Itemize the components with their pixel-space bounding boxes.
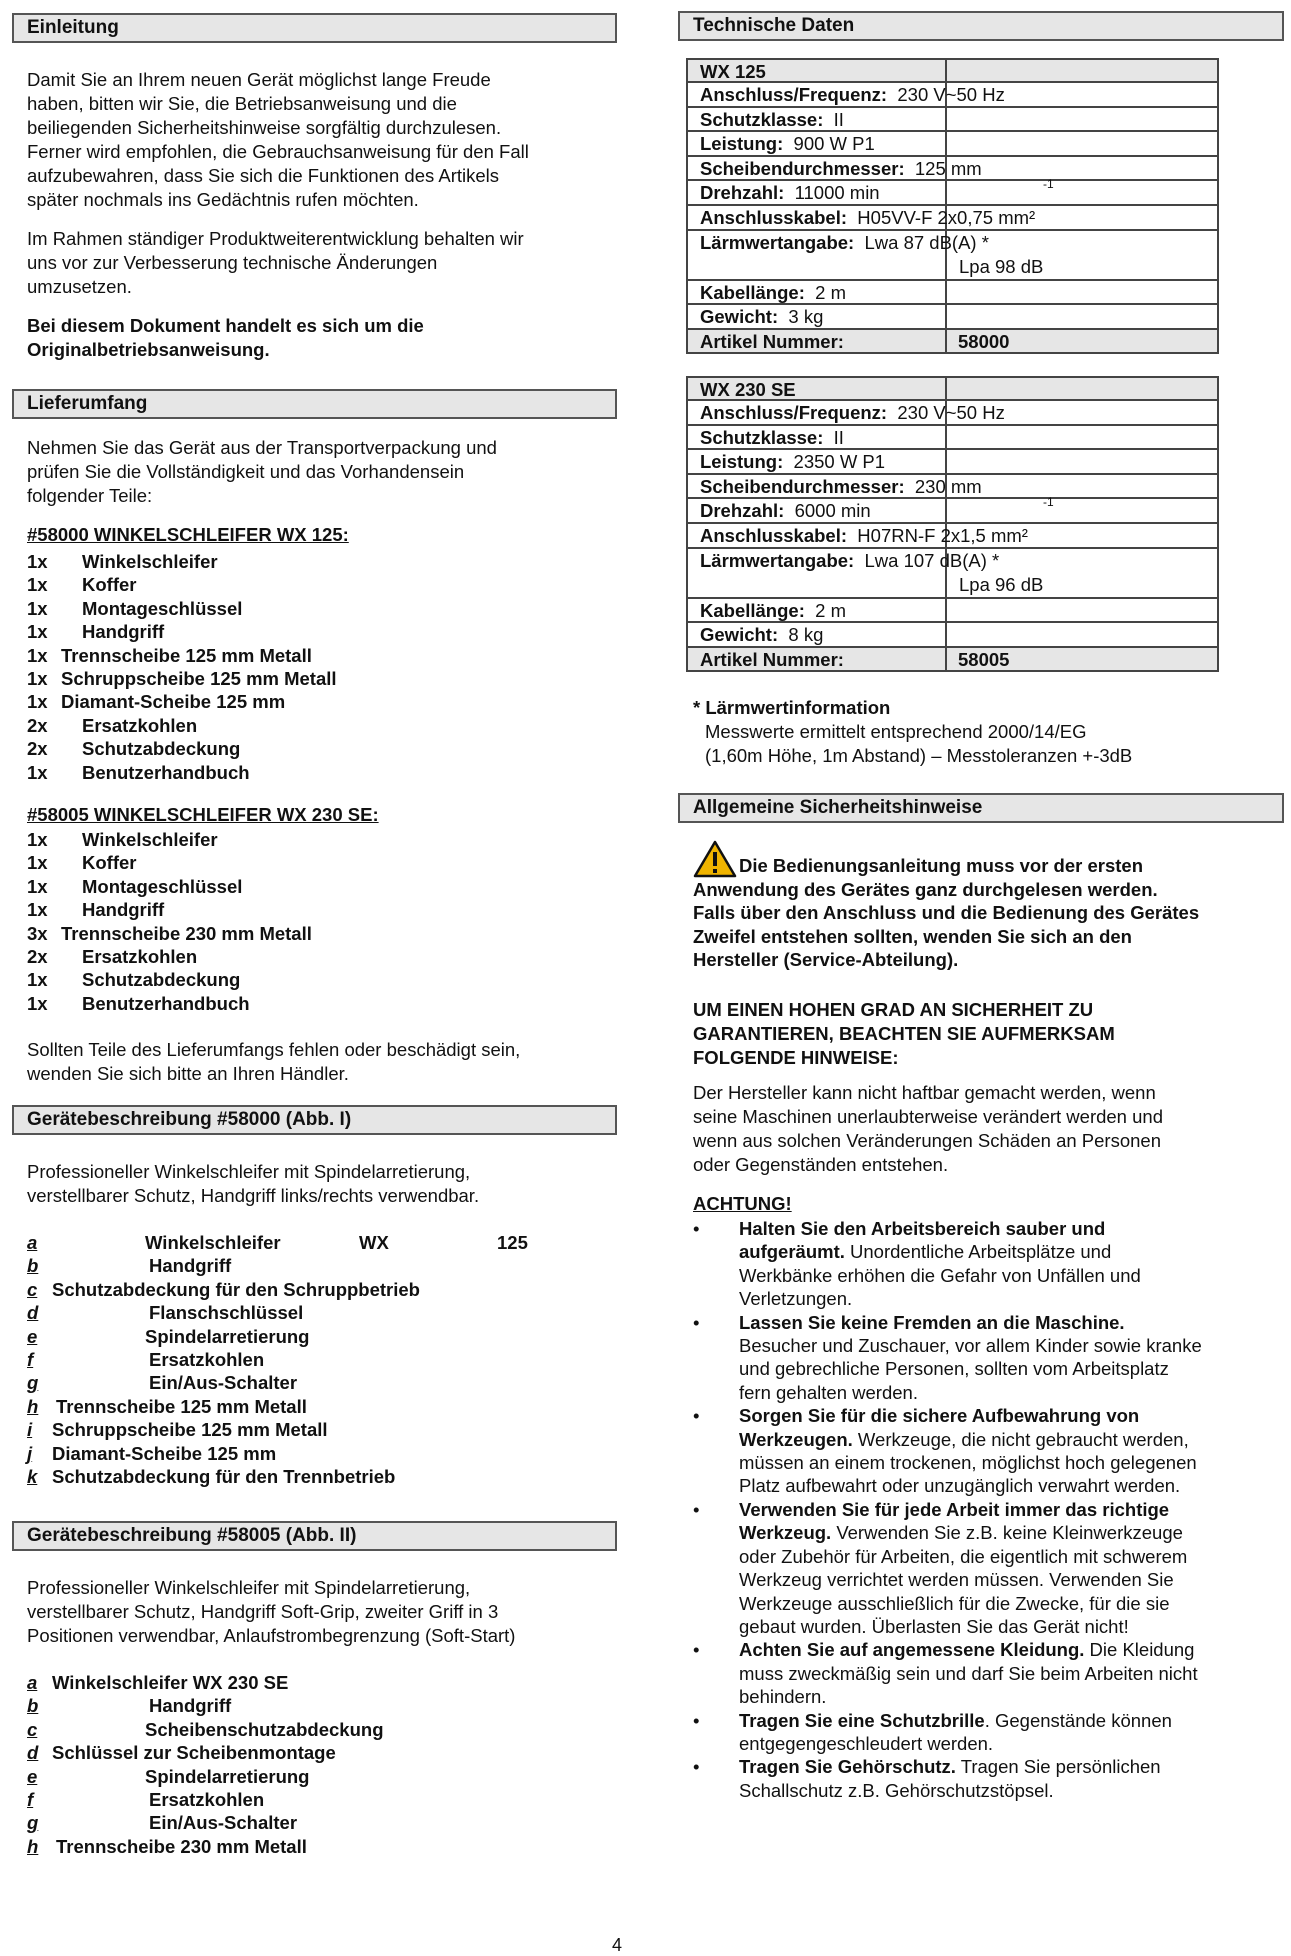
part-label: Spindelarretierung <box>145 1765 310 1787</box>
list-item <box>27 550 627 573</box>
bullet-line: entgegengeschleudert werden. <box>739 1732 994 1754</box>
model-name: WX 230 SE <box>700 379 796 400</box>
spec-label: Anschlusskabel: <box>700 524 848 546</box>
spec-value: II <box>823 426 844 448</box>
attention-label: ACHTUNG! <box>693 1193 792 1214</box>
part-item <box>27 1811 667 1834</box>
spec-label: Gewicht: <box>700 306 779 328</box>
text-line: Sollten Teile des Lieferumfangs fehlen oder beschädigt sein, <box>27 1039 521 1060</box>
liability-paragraph <box>693 1081 1283 1177</box>
spec-label: Kabellänge: <box>700 599 805 621</box>
part-item <box>27 1788 667 1811</box>
table-row <box>686 206 1219 231</box>
section-heading-description-58005: Gerätebeschreibung #58005 (Abb. II) <box>12 1521 617 1551</box>
spec-label: Kabellänge: <box>700 281 805 303</box>
part-label-extra: WX <box>359 1232 389 1253</box>
bullet-item <box>693 1498 1283 1638</box>
text-line: wenn aus solchen Veränderungen Schäden an Personen <box>693 1130 1161 1151</box>
table-row <box>686 83 1219 108</box>
spec-value: H05VV-F 2x0,75 mm² <box>847 206 1036 228</box>
noise-info-title: * Lärmwertinformation <box>693 697 891 718</box>
part-label: Trennscheibe 125 mm Metall <box>56 1395 307 1417</box>
list-item-name: Winkelschleifer <box>82 829 218 850</box>
bullet-line: Besucher und Zuschauer, vor allem Kinder sowie kranke <box>739 1335 1202 1357</box>
list-item-qty: 1x <box>27 551 48 572</box>
model-name: WX 125 <box>700 61 766 82</box>
table-row <box>686 450 1219 475</box>
table-row <box>686 495 1219 524</box>
spec-value: 230 V~50 Hz <box>887 402 1005 423</box>
spec-value: 230 V~50 Hz <box>887 84 1005 105</box>
bullet-line: Lassen Sie keine Fremden an die Maschine. <box>739 1311 1125 1333</box>
bullet-line: Werkzeugen. Werkzeuge, die nicht gebraucht werden, <box>739 1428 1189 1450</box>
part-letter: d <box>27 1742 39 1764</box>
bullet-line: Werkzeug. Verwenden Sie z.B. keine Kleinwerkzeuge <box>739 1522 1183 1544</box>
bullet-item <box>693 1404 1283 1498</box>
part-label: Trennscheibe 230 mm Metall <box>56 1835 307 1857</box>
list-item <box>27 667 627 690</box>
table-row <box>686 330 1219 355</box>
bullet-item <box>693 1638 1283 1708</box>
text-line: Originalbetriebsanweisung. <box>27 339 270 360</box>
text-line: wenden Sie sich bitte an Ihren Händler. <box>27 1063 349 1084</box>
safety-caps-notice <box>693 998 1283 1070</box>
list-item-qty: 1x <box>27 597 48 619</box>
part-item <box>27 1442 667 1465</box>
list-item-name: Schutzabdeckung <box>82 969 241 991</box>
spec-label: Scheibendurchmesser: <box>700 157 905 179</box>
text-line: beiliegenden Sicherheitshinweise sorgfältig durchzulesen. <box>27 117 502 138</box>
description-58000-paragraph <box>27 1160 617 1208</box>
list-item-qty: 1x <box>27 829 48 850</box>
part-label: Scheibenschutzabdeckung <box>145 1718 384 1740</box>
list-item-qty: 1x <box>27 644 48 666</box>
table-row <box>686 623 1219 648</box>
list-item <box>27 714 627 737</box>
part-item <box>27 1718 667 1741</box>
bullet-icon: • <box>693 1756 700 1778</box>
part-label: Spindelarretierung <box>145 1325 310 1347</box>
part-letter: d <box>27 1302 39 1324</box>
section-heading-description-58000: Gerätebeschreibung #58000 (Abb. I) <box>12 1105 617 1135</box>
spec-value-2: Lpa 96 dB <box>959 573 1044 595</box>
list-item <box>27 737 627 760</box>
table-row <box>686 475 1219 500</box>
part-label: Schutzabdeckung für den Schruppbetrieb <box>52 1278 420 1300</box>
part-letter: f <box>27 1348 34 1370</box>
text-line: Der Hersteller kann nicht haftbar gemacht werden, wenn <box>693 1082 1156 1103</box>
text-line: umzusetzen. <box>27 276 132 297</box>
list-item-qty: 1x <box>27 667 48 689</box>
spec-value: Lwa 87 dB(A) * <box>854 231 989 253</box>
part-label: Schlüssel zur Scheibenmontage <box>52 1742 336 1764</box>
part-label: Handgriff <box>149 1255 232 1277</box>
spec-value: 11000 min <box>784 182 880 204</box>
text-line: (1,60m Höhe, 1m Abstand) – Messtoleranzen +-3dB <box>705 745 1133 766</box>
delivery-list-2 <box>27 828 627 1015</box>
text-line: folgender Teile: <box>27 485 153 506</box>
bullet-icon: • <box>693 1709 700 1731</box>
list-item <box>27 875 627 898</box>
bullet-line: gebaut wurden. Überlasten Sie das Gerät nicht! <box>739 1615 1129 1637</box>
part-label: Handgriff <box>149 1695 232 1717</box>
part-item <box>27 1278 667 1301</box>
spec-label: Drehzahl: <box>700 500 785 522</box>
spec-label: Scheibendurchmesser: <box>700 475 905 497</box>
list-item <box>27 922 627 945</box>
bullet-icon: • <box>693 1639 700 1661</box>
spec-value-2: Lpa 98 dB <box>959 255 1044 277</box>
bullet-item <box>693 1217 1283 1311</box>
list-item-qty: 3x <box>27 922 48 944</box>
list-item-name: Koffer <box>82 574 137 596</box>
part-letter: h <box>27 1395 39 1417</box>
part-item <box>27 1741 667 1764</box>
intro-paragraph-3 <box>27 314 617 362</box>
bullet-line: Achten Sie auf angemessene Kleidung. Die Kleidung <box>739 1639 1195 1661</box>
warning-line: Falls über den Anschluss und die Bedienung des Gerätes <box>693 902 1200 924</box>
section-heading-technische-daten: Technische Daten <box>678 11 1284 41</box>
part-item <box>27 1371 667 1394</box>
bullet-item <box>693 1709 1283 1756</box>
bullet-item <box>693 1755 1283 1802</box>
intro-paragraph-2 <box>27 227 617 299</box>
spec-value: 2350 W P1 <box>783 451 886 473</box>
spec-unit-exponent: -1 <box>1043 177 1054 192</box>
list-item <box>27 644 627 667</box>
part-letter: e <box>27 1765 38 1787</box>
description-58005-parts <box>27 1671 667 1858</box>
part-item <box>27 1765 667 1788</box>
table-row <box>686 157 1219 182</box>
part-item <box>27 1835 667 1858</box>
text-line: Im Rahmen ständiger Produktweiterentwicklung behalten wir <box>27 228 524 249</box>
list-item-qty: 1x <box>27 621 48 643</box>
bullet-icon: • <box>693 1405 700 1427</box>
list-item-qty: 1x <box>27 969 48 991</box>
article-number: 58005 <box>958 648 1010 670</box>
list-item <box>27 968 627 991</box>
bullet-line: Tragen Sie Gehörschutz. Tragen Sie persönlichen <box>739 1756 1161 1778</box>
noise-info-text <box>705 720 1291 768</box>
text-line: FOLGENDE HINWEISE: <box>693 1047 899 1068</box>
section-heading-sicherheitshinweise: Allgemeine Sicherheitshinweise <box>678 793 1284 823</box>
spec-value: 8 kg <box>778 624 824 646</box>
bullet-line: Werkbänke erhöhen die Gefahr von Unfällen und <box>739 1264 1141 1286</box>
article-number: 58000 <box>958 330 1010 352</box>
list-item <box>27 690 627 713</box>
spec-value: II <box>823 108 844 130</box>
bullet-line: Verwenden Sie für jede Arbeit immer das richtige <box>739 1498 1170 1520</box>
list-item-qty: 1x <box>27 875 48 897</box>
spec-value: 2 m <box>804 281 846 303</box>
bullet-line: fern gehalten werden. <box>739 1381 918 1403</box>
list-item <box>27 597 627 620</box>
part-item <box>27 1325 667 1348</box>
description-58005-paragraph <box>27 1576 617 1648</box>
part-letter: k <box>27 1465 38 1487</box>
text-line: oder Gegenständen entstehen. <box>693 1154 949 1175</box>
spec-label: Anschluss/Frequenz: <box>700 402 888 423</box>
delivery-list-2-title: #58005 WINKELSCHLEIFER WX 230 SE: <box>27 804 379 825</box>
spec-value: 6000 min <box>784 500 871 522</box>
list-item-name: Koffer <box>82 852 137 874</box>
table-row <box>686 108 1219 133</box>
list-item-name: Handgriff <box>82 899 165 921</box>
bullet-line: Schallschutz z.B. Gehörschutzstöpsel. <box>739 1779 1054 1801</box>
list-item-qty: 1x <box>27 852 48 874</box>
table-row <box>686 376 1219 401</box>
part-item <box>27 1465 667 1488</box>
bullet-line: aufgeräumt. Unordentliche Arbeitsplätze und <box>739 1241 1112 1263</box>
bullet-line: müssen an einem trockenen, möglichst hoch gelegenen <box>739 1452 1197 1474</box>
list-item <box>27 945 627 968</box>
list-item-qty: 1x <box>27 691 48 713</box>
table-row <box>686 58 1219 83</box>
warning-line: Die Bedienungsanleitung muss vor der ersten <box>739 855 1144 876</box>
article-label: Artikel Nummer: <box>700 648 844 670</box>
bullet-item <box>693 1311 1283 1405</box>
spec-value: 3 kg <box>778 306 824 328</box>
article-label: Artikel Nummer: <box>700 330 844 352</box>
spec-unit-exponent: -1 <box>1043 495 1054 510</box>
list-item-qty: 1x <box>27 761 48 783</box>
bullet-line: muss zweckmäßig sein und darf Sie beim Arbeiten nicht <box>739 1662 1198 1684</box>
table-row <box>686 231 1219 281</box>
text-line: Positionen verwendbar, Anlaufstrombegrenzung (Soft-Start) <box>27 1625 516 1646</box>
text-line: Professioneller Winkelschleifer mit Spindelarretierung, <box>27 1161 471 1182</box>
text-line: verstellbarer Schutz, Handgriff Soft-Grip, zweiter Griff in 3 <box>27 1601 499 1622</box>
table-row <box>686 426 1219 451</box>
list-item <box>27 573 627 596</box>
list-item <box>27 851 627 874</box>
part-letter: g <box>27 1812 39 1834</box>
part-label: Ersatzkohlen <box>149 1348 265 1370</box>
part-letter: f <box>27 1788 34 1810</box>
delivery-paragraph-1 <box>27 436 617 508</box>
table-row <box>686 524 1219 549</box>
text-line: uns vor zur Verbesserung technische Änderungen <box>27 252 438 273</box>
list-item-qty: 1x <box>27 992 48 1014</box>
part-label: Schruppscheibe 125 mm Metall <box>52 1419 328 1441</box>
part-label: Ersatzkohlen <box>149 1788 265 1810</box>
spec-value: 900 W P1 <box>783 133 875 155</box>
section-heading-einleitung: Einleitung <box>12 13 617 43</box>
text-line: Bei diesem Dokument handelt es sich um die <box>27 315 424 336</box>
list-item-qty: 2x <box>27 945 48 967</box>
part-label: Ein/Aus-Schalter <box>149 1812 298 1834</box>
text-line: prüfen Sie die Vollständigkeit und das Vorhandensein <box>27 461 465 482</box>
list-item-name: Diamant-Scheibe 125 mm <box>61 691 286 713</box>
bullet-line: Halten Sie den Arbeitsbereich sauber und <box>739 1218 1106 1239</box>
table-row <box>686 549 1219 599</box>
part-letter: e <box>27 1325 38 1347</box>
part-item <box>27 1301 667 1324</box>
bullet-line: Werkzeuge ausschließlich für die Zwecke, für die sie <box>739 1592 1170 1614</box>
section-heading-lieferumfang: Lieferumfang <box>12 389 617 419</box>
part-letter: c <box>27 1278 38 1300</box>
spec-label: Drehzahl: <box>700 182 785 204</box>
part-label: Ein/Aus-Schalter <box>149 1372 298 1394</box>
list-item <box>27 761 627 784</box>
spec-label: Lärmwertangabe: <box>700 549 855 571</box>
list-item-name: Ersatzkohlen <box>82 945 198 967</box>
part-letter: a <box>27 1232 38 1253</box>
part-letter: a <box>27 1672 38 1693</box>
list-item-qty: 1x <box>27 574 48 596</box>
part-item <box>27 1231 667 1254</box>
list-item-name: Schruppscheibe 125 mm Metall <box>61 667 337 689</box>
delivery-paragraph-2 <box>27 1038 617 1086</box>
bullet-line: Platz aufbewahrt oder unzugänglich verwahrt werden. <box>739 1475 1181 1497</box>
part-item <box>27 1671 667 1694</box>
text-line: später nochmals ins Gedächtnis rufen möchten. <box>27 189 419 210</box>
spec-value: 2 m <box>804 599 846 621</box>
bullet-icon: • <box>693 1218 700 1239</box>
part-item <box>27 1348 667 1371</box>
table-row <box>686 401 1219 426</box>
text-line: aufzubewahren, dass Sie sich die Funktionen des Artikels <box>27 165 500 186</box>
text-line: verstellbarer Schutz, Handgriff links/rechts verwendbar. <box>27 1185 480 1206</box>
spec-label: Gewicht: <box>700 624 779 646</box>
part-label-extra: 125 <box>497 1232 528 1253</box>
warning-block <box>693 840 1283 972</box>
text-line: seine Maschinen unerlaubterweise verändert werden und <box>693 1106 1163 1127</box>
bullet-icon: • <box>693 1311 700 1333</box>
part-label: Flanschschlüssel <box>149 1302 304 1324</box>
bullet-line: Sorgen Sie für die sichere Aufbewahrung von <box>739 1405 1140 1427</box>
list-item <box>27 992 627 1015</box>
table-row <box>686 305 1219 330</box>
warning-line: Anwendung des Gerätes ganz durchgelesen werden. <box>693 879 1158 900</box>
part-letter: b <box>27 1255 39 1277</box>
part-item <box>27 1418 667 1441</box>
list-item <box>27 620 627 643</box>
part-letter: c <box>27 1718 38 1740</box>
delivery-list-1 <box>27 550 627 784</box>
part-letter: i <box>27 1419 33 1441</box>
spec-label: Schutzklasse: <box>700 108 824 130</box>
list-item <box>27 898 627 921</box>
part-label: Schutzabdeckung für den Trennbetrieb <box>52 1465 396 1487</box>
text-line: Messwerte ermittelt entsprechend 2000/14/EG <box>705 721 1087 742</box>
text-line: Nehmen Sie das Gerät aus der Transportverpackung und <box>27 437 497 458</box>
spec-value: 125 mm <box>904 157 982 179</box>
text-line: Ferner wird empfohlen, die Gebrauchsanweisung für den Fall <box>27 141 529 162</box>
list-item-name: Trennscheibe 230 mm Metall <box>61 922 312 944</box>
spec-label: Leistung: <box>700 133 784 155</box>
part-label: Diamant-Scheibe 125 mm <box>52 1442 277 1464</box>
safety-bullet-list <box>693 1217 1283 1802</box>
part-letter: h <box>27 1835 39 1857</box>
list-item-name: Benutzerhandbuch <box>82 761 250 783</box>
spec-label: Schutzklasse: <box>700 426 824 448</box>
list-item-name: Schutzabdeckung <box>82 738 241 760</box>
table-row <box>686 648 1219 673</box>
bullet-icon: • <box>693 1498 700 1520</box>
part-label: Winkelschleifer WX 230 SE <box>52 1672 289 1693</box>
description-58000-parts <box>27 1231 667 1488</box>
warning-line: Zweifel entstehen sollten, wenden Sie sich an den <box>693 925 1132 947</box>
page-number: 4 <box>612 1935 623 1955</box>
list-item-qty: 2x <box>27 714 48 736</box>
delivery-list-1-title: #58000 WINKELSCHLEIFER WX 125: <box>27 524 349 545</box>
table-row <box>686 599 1219 624</box>
spec-label: Leistung: <box>700 451 784 473</box>
part-letter: g <box>27 1372 39 1394</box>
list-item-name: Handgriff <box>82 621 165 643</box>
part-item <box>27 1694 667 1717</box>
part-label: Winkelschleifer <box>145 1232 281 1253</box>
list-item-qty: 2x <box>27 738 48 760</box>
list-item-name: Trennscheibe 125 mm Metall <box>61 644 312 666</box>
part-item <box>27 1254 667 1277</box>
list-item-name: Ersatzkohlen <box>82 714 198 736</box>
text-line: Damit Sie an Ihrem neuen Gerät möglichst lange Freude <box>27 69 491 90</box>
text-line: UM EINEN HOHEN GRAD AN SICHERHEIT ZU <box>693 999 1094 1020</box>
table-row <box>686 281 1219 306</box>
bullet-line: oder Zubehör für Arbeiten, die eigentlich mit schwerem <box>739 1545 1188 1567</box>
bullet-line: Verletzungen. <box>739 1288 853 1310</box>
text-line: Professioneller Winkelschleifer mit Spindelarretierung, <box>27 1577 471 1598</box>
spec-label: Anschlusskabel: <box>700 206 848 228</box>
list-item <box>27 828 627 851</box>
bullet-line: behindern. <box>739 1686 827 1708</box>
warning-text <box>693 855 1199 970</box>
spec-label: Lärmwertangabe: <box>700 231 855 253</box>
bullet-line: Werkzeug verrichtet werden müssen. Verwenden Sie <box>739 1569 1174 1591</box>
list-item-name: Montageschlüssel <box>82 597 243 619</box>
list-item-name: Montageschlüssel <box>82 875 243 897</box>
list-item-qty: 1x <box>27 899 48 921</box>
list-item-name: Benutzerhandbuch <box>82 992 250 1014</box>
bullet-line: Tragen Sie eine Schutzbrille. Gegenstände können <box>739 1709 1172 1731</box>
bullet-line: und gebrechliche Personen, sollten vom Arbeitsplatz <box>739 1358 1169 1380</box>
warning-triangle-icon <box>693 840 737 878</box>
spec-value: 230 mm <box>904 475 982 497</box>
table-row <box>686 132 1219 157</box>
part-item <box>27 1395 667 1418</box>
spec-label: Anschluss/Frequenz: <box>700 84 888 105</box>
warning-line: Hersteller (Service-Abteilung). <box>693 949 959 971</box>
list-item-name: Winkelschleifer <box>82 551 218 572</box>
text-line: GARANTIEREN, BEACHTEN SIE AUFMERKSAM <box>693 1023 1115 1044</box>
text-line: haben, bitten wir Sie, die Betriebsanweisung und die <box>27 93 457 114</box>
part-letter: b <box>27 1695 39 1717</box>
intro-paragraph-1 <box>27 68 617 212</box>
table-row <box>686 177 1219 206</box>
spec-value: H07RN-F 2x1,5 mm² <box>847 524 1028 546</box>
spec-value: Lwa 107 dB(A) * <box>854 549 1000 571</box>
part-letter: j <box>27 1442 33 1464</box>
